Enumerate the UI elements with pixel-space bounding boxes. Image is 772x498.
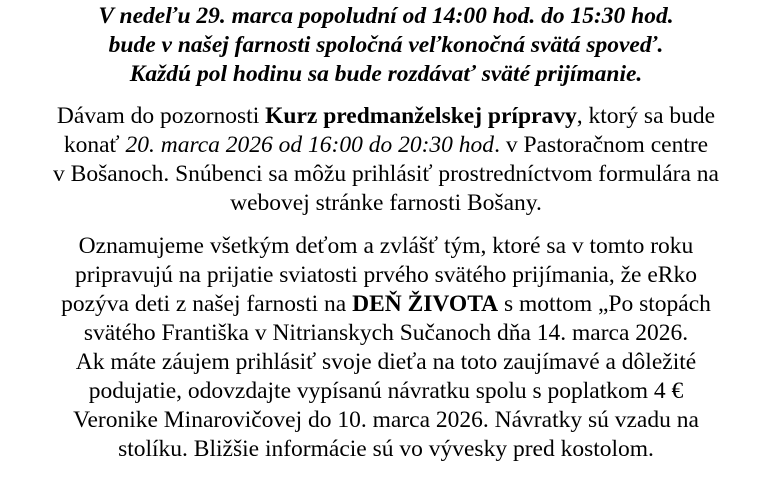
event-name: DEŇ ŽIVOTA <box>352 291 499 317</box>
day-of-life-line-8: stolíku. Bližšie informácie sú vo vývesky pred kostolom. <box>118 436 654 462</box>
day-of-life-line-5: Ak máte záujem prihlásiť svoje dieťa na toto zaujímavé a dôležité <box>75 349 697 375</box>
day-of-life-motto: s mottom „Po stopách <box>498 291 711 317</box>
course-when-suffix: . v Pastoračnom centre <box>494 132 709 158</box>
course-line-4: webovej stránke farnosti Bošany. <box>230 190 542 216</box>
day-of-life-line-6: podujatie, odovzdajte vypísanú návratku spolu s poplatkom 4 € <box>88 378 684 404</box>
confession-line-2: bude v našej farnosti spoločná veľkonočná svätá spoveď. <box>108 32 664 58</box>
day-of-life-line-2: pripravujú na prijatie sviatosti prvého svätého prijímania, že eRko <box>75 262 697 288</box>
day-of-life-line-1: Oznamujeme všetkým deťom a zvlášť tým, ktoré sa v tomto roku <box>78 233 694 259</box>
course-intro: Dávam do pozornosti <box>56 103 266 129</box>
course-name: Kurz predmanželskej prípravy <box>265 103 577 129</box>
course-after-name: , ktorý sa bude <box>576 103 716 129</box>
course-line-3: v Bošanoch. Snúbenci sa môžu prihlásiť prostredníctvom formulára na <box>53 161 719 187</box>
course-line-2 <box>4 131 768 160</box>
confession-notice <box>4 0 768 89</box>
marriage-course-notice <box>4 102 768 218</box>
confession-line-3: Každú pol hodinu sa bude rozdávať sväté prijímanie. <box>129 61 643 87</box>
confession-line-1: V nedeľu 29. marca popoludní od 14:00 hod. do 15:30 hod. <box>98 3 674 29</box>
course-when: 20. marca 2026 od 16:00 do 20:30 hod <box>125 132 495 158</box>
day-of-life-prefix: pozýva deti z našej farnosti na <box>61 291 353 317</box>
course-line-1 <box>4 102 768 131</box>
day-of-life-line-3 <box>4 290 768 319</box>
day-of-life-line-7: Veronike Minarovičovej do 10. marca 2026. Návratky sú vzadu na <box>73 407 699 433</box>
day-of-life-notice <box>4 232 768 464</box>
day-of-life-line-4: svätého Františka v Nitrianskych Sučanoch dňa 14. marca 2026. <box>83 320 689 346</box>
course-when-prefix: konať <box>63 132 126 158</box>
